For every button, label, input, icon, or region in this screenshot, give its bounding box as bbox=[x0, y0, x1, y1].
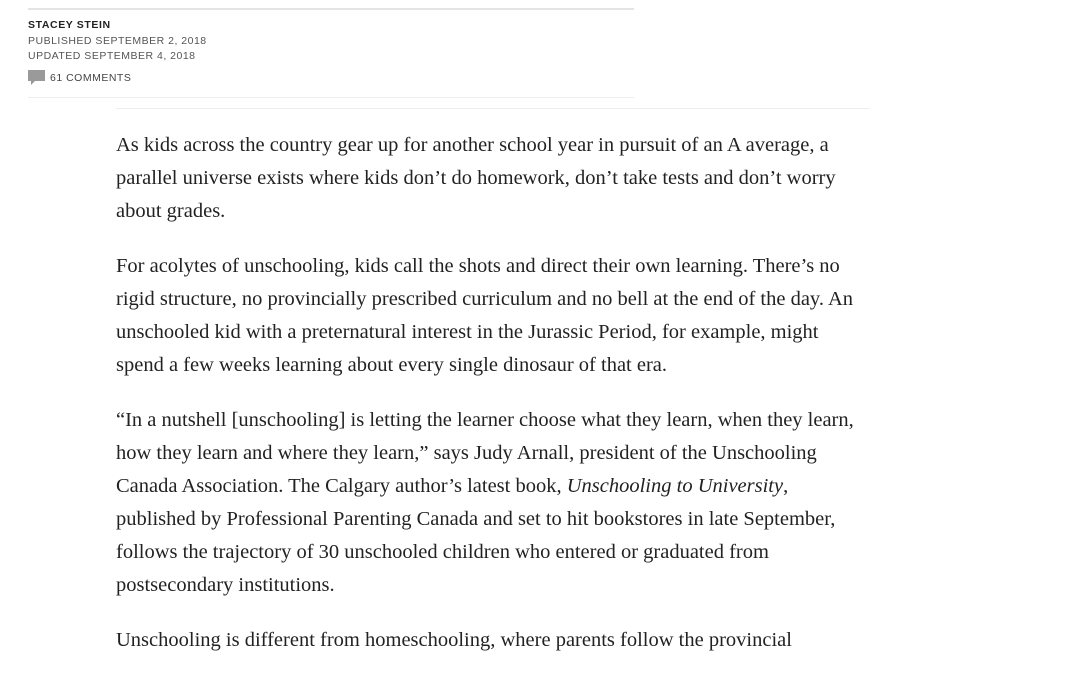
published-date: PUBLISHED SEPTEMBER 2, 2018 bbox=[28, 35, 207, 47]
article-body bbox=[116, 129, 868, 675]
paragraph-3-text-start: “In a nutshell [unschooling] is letting the learner choose what they learn, when they learn, how they learn and where they learn,” says Judy Arnall, president of the Unschooling Canada Association. The Calgary author’s latest book, bbox=[116, 409, 854, 497]
article-paragraph-1: As kids across the country gear up for another school year in pursuit of an A average, a parallel universe exists where kids don’t do homework, don’t take tests and don’t worry about grades. bbox=[116, 134, 836, 222]
top-divider bbox=[28, 8, 634, 10]
paragraph-3-text-end: , published by Professional Parenting Canada and set to hit bookstores in late September, follows the trajectory of 30 unschooled children who entered or graduated from postsecondary institutions. bbox=[116, 475, 836, 596]
comment-bubble-icon bbox=[28, 70, 45, 85]
article-divider bbox=[116, 108, 870, 109]
comments-count: 61 COMMENTS bbox=[50, 71, 132, 84]
updated-date: UPDATED SEPTEMBER 4, 2018 bbox=[28, 50, 196, 62]
book-title: Unschooling to University bbox=[566, 475, 784, 497]
comments-link[interactable] bbox=[28, 70, 131, 85]
author-byline[interactable]: STACEY STEIN bbox=[28, 19, 111, 31]
article-paragraph-4: Unschooling is different from homeschooling, where parents follow the provincial bbox=[116, 629, 792, 651]
article-paragraph-3 bbox=[116, 404, 868, 602]
article-paragraph-2: For acolytes of unschooling, kids call the shots and direct their own learning. There’s no rigid structure, no provincially prescribed curriculum and no bell at the end of the day. An unschooled kid with a preternatural interest in the Jurassic Period, for example, might spend a few weeks learning about every single dinosaur of that era. bbox=[116, 255, 854, 376]
meta-divider bbox=[28, 97, 634, 98]
